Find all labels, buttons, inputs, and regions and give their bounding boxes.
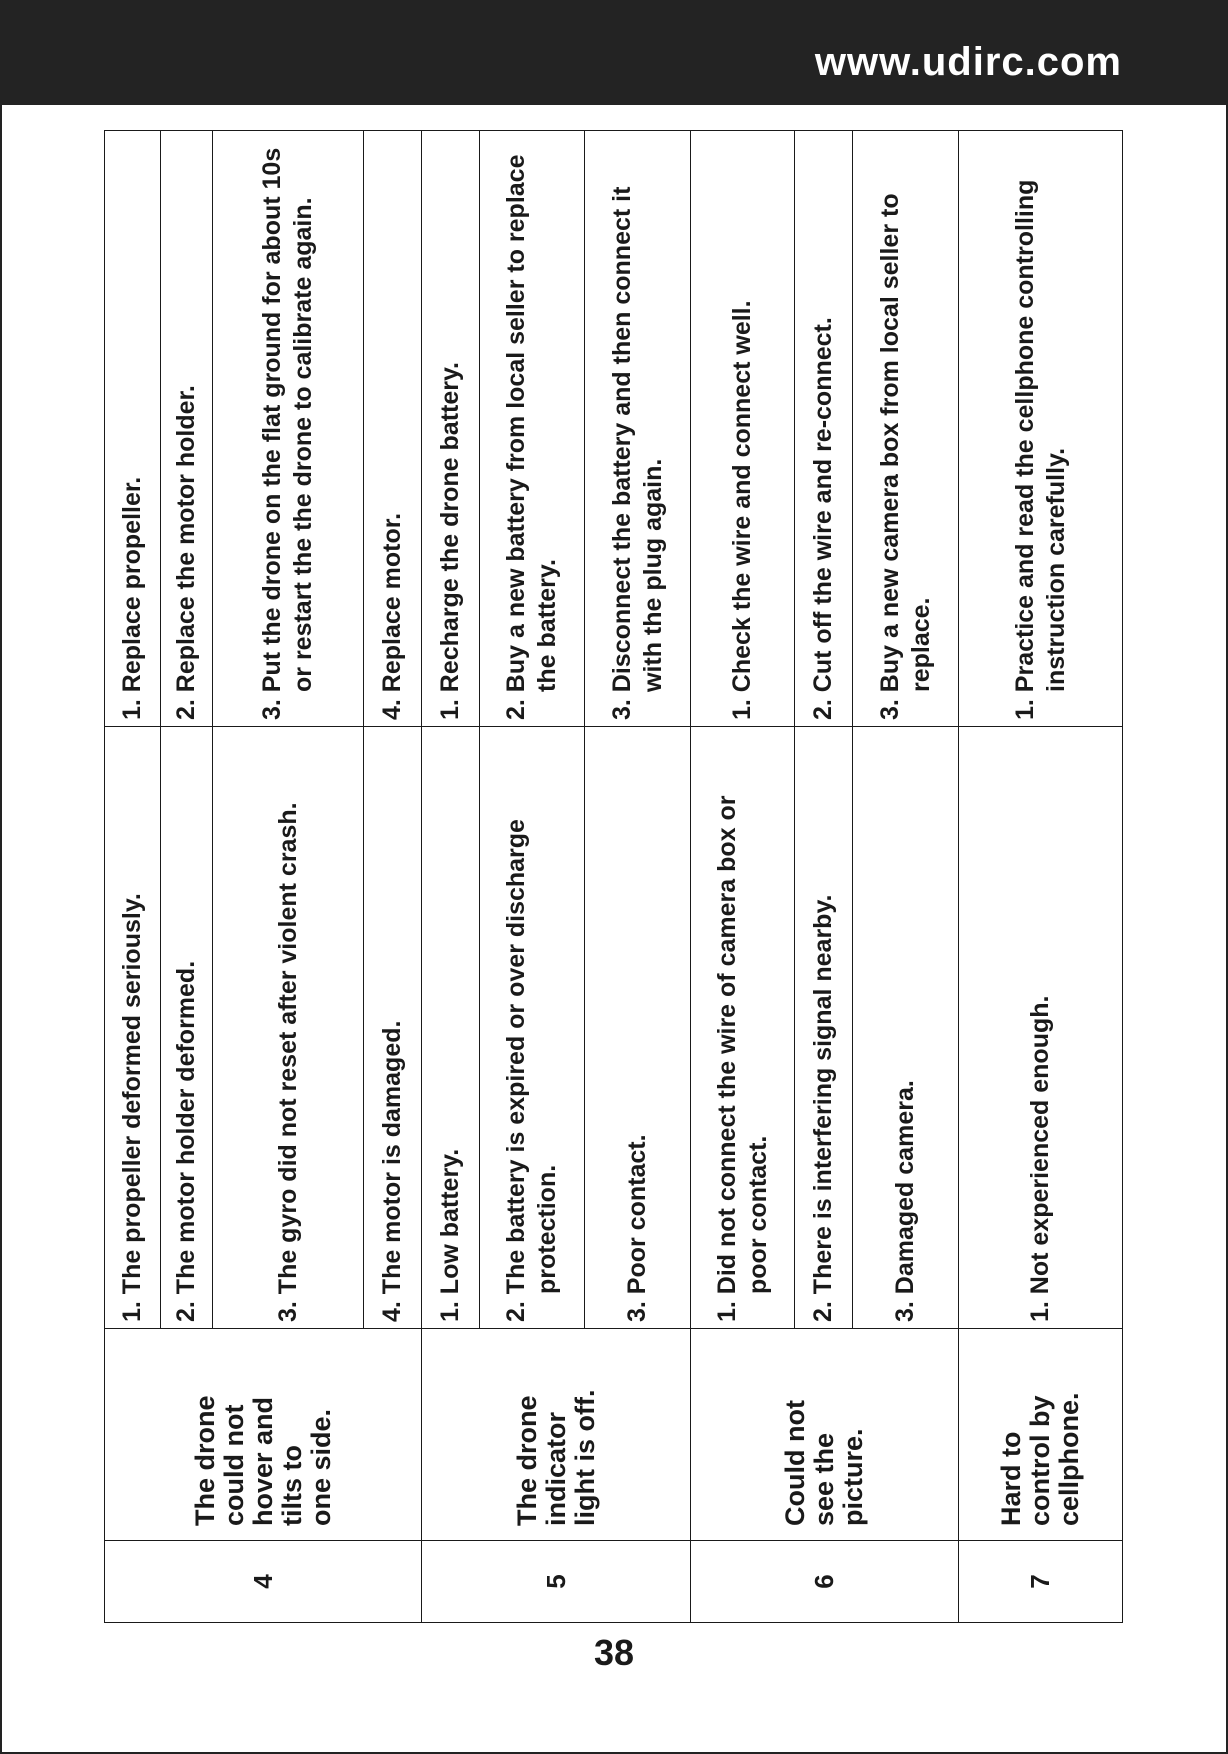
solution-cell — [691, 131, 795, 727]
solution-cell — [105, 131, 161, 727]
solution-cell — [480, 131, 585, 727]
cause-cell — [585, 727, 691, 1329]
solution-text: 3. Disconnect the battery and then connect it with the plug again. — [607, 186, 667, 720]
table-row — [691, 131, 795, 1623]
row-number: 7 — [959, 1541, 1123, 1623]
solution-cell — [422, 131, 480, 727]
cause-text: 3. The gyro did not reset after violent crash. — [273, 802, 302, 1322]
cause-text: 1. Low battery. — [436, 1148, 464, 1322]
table-row — [105, 131, 161, 1623]
troubleshooting-table-rotated — [104, 131, 1122, 1623]
solution-cell — [213, 131, 364, 727]
cause-text: 1. Not experienced enough. — [1026, 995, 1054, 1322]
cause-cell — [959, 727, 1123, 1329]
cause-text: 3. Damaged camera. — [891, 1080, 919, 1322]
solution-text: 4. Replace motor. — [378, 512, 406, 720]
troubleshooting-table — [104, 130, 1123, 1623]
cause-text: 4. The motor is damaged. — [378, 1020, 406, 1322]
solution-text: 1. Recharge the drone battery. — [436, 362, 464, 720]
cause-cell — [105, 727, 161, 1329]
table-row — [959, 131, 1123, 1623]
cause-cell — [480, 727, 585, 1329]
solution-text: 3. Buy a new camera box from local seller to replace. — [875, 193, 935, 720]
solution-text: 2. Replace the motor holder. — [172, 385, 200, 720]
cause-text: 2. The motor holder deformed. — [172, 960, 200, 1322]
cause-cell — [853, 727, 959, 1329]
table-row — [422, 131, 480, 1623]
problem-cell — [422, 1329, 691, 1541]
solution-cell — [364, 131, 422, 727]
header-bar — [0, 0, 1228, 105]
solution-cell — [795, 131, 853, 727]
cause-cell — [213, 727, 364, 1329]
cause-text: 2. The battery is expired or over discharge protection. — [502, 819, 561, 1322]
problem-text: The drone could not hover and tilts to one side. — [189, 1395, 336, 1526]
cause-cell — [364, 727, 422, 1329]
cause-text: 2. There is interfering signal nearby. — [809, 894, 837, 1322]
cause-cell — [691, 727, 795, 1329]
row-number: 5 — [422, 1541, 691, 1623]
row-number: 6 — [691, 1541, 959, 1623]
solution-text: 3. Put the drone on the flat ground for about 10s or restart the the drone to calibrate again. — [258, 147, 317, 720]
solution-text: 2. Buy a new battery from local seller to replace the battery. — [502, 154, 561, 720]
cause-cell — [795, 727, 853, 1329]
solution-text: 1. Check the wire and connect well. — [728, 300, 756, 720]
solution-text: 2. Cut off the wire and re-connect. — [809, 317, 837, 720]
problem-cell — [691, 1329, 959, 1541]
problem-text: Could not see the picture. — [780, 1400, 868, 1526]
solution-cell — [585, 131, 691, 727]
row-number: 4 — [105, 1541, 422, 1623]
solution-text: 1. Practice and read the cellphone controlling instruction carefully. — [1010, 179, 1070, 720]
problem-text: Hard to control by cellphone. — [996, 1392, 1084, 1526]
solution-cell — [161, 131, 213, 727]
cause-text: 3. Poor contact. — [623, 1134, 651, 1322]
website-url[interactable]: www.udirc.com — [814, 40, 1122, 84]
cause-text: 1. The propeller deformed seriously. — [118, 893, 146, 1322]
solution-cell — [959, 131, 1123, 727]
cause-cell — [161, 727, 213, 1329]
solution-text: 1. Replace propeller. — [118, 476, 146, 720]
cause-text: 1. Did not connect the wire of camera box or poor contact. — [712, 795, 772, 1322]
solution-cell — [853, 131, 959, 727]
problem-text: The drone indicator light is off. — [511, 1389, 600, 1526]
problem-cell — [959, 1329, 1123, 1541]
page-number: 38 — [593, 1632, 635, 1673]
problem-cell — [105, 1329, 422, 1541]
cause-cell — [422, 727, 480, 1329]
